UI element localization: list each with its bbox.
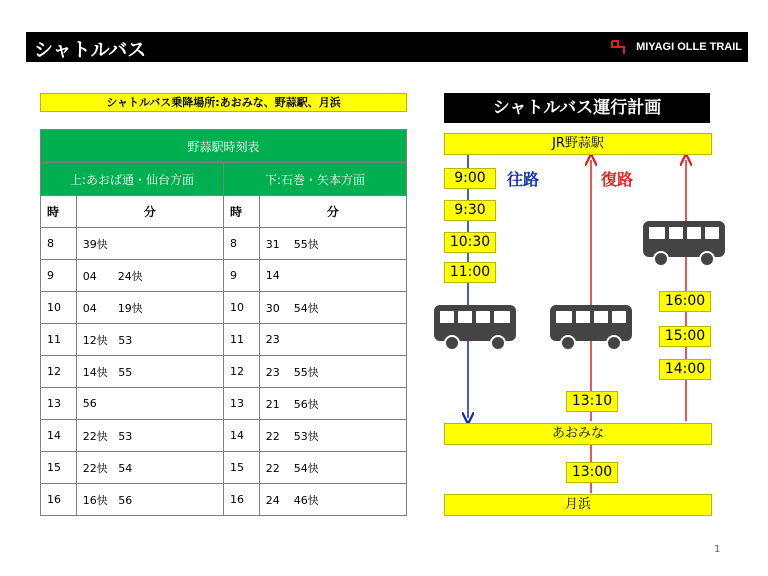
down-hour: 11 bbox=[223, 324, 259, 356]
up-hour: 13 bbox=[41, 388, 77, 420]
down-minutes: 21 56快 bbox=[259, 388, 406, 420]
up-minutes: 39快 bbox=[76, 228, 223, 260]
bus-icon bbox=[643, 221, 725, 266]
page-number: 1 bbox=[714, 544, 721, 555]
down-minutes: 24 46快 bbox=[259, 484, 406, 516]
up-hour: 16 bbox=[41, 484, 77, 516]
brand-name: MIYAGI OLLE TRAIL bbox=[636, 41, 742, 53]
station-nobiru: JR野蒜駅 bbox=[444, 133, 712, 155]
outbound-time: 9:30 bbox=[444, 200, 496, 221]
down-minutes: 22 53快 bbox=[259, 420, 406, 452]
outbound-time: 11:00 bbox=[444, 262, 496, 283]
station-aomina: あおみな bbox=[444, 423, 712, 445]
page-title: シャトルバス bbox=[34, 39, 147, 61]
up-minutes: 04 24快 bbox=[76, 260, 223, 292]
up-minutes: 14快 55 bbox=[76, 356, 223, 388]
up-hour: 15 bbox=[41, 452, 77, 484]
down-hour: 9 bbox=[223, 260, 259, 292]
up-hour: 11 bbox=[41, 324, 77, 356]
up-minute-header: 分 bbox=[76, 196, 223, 228]
down-minutes: 23 bbox=[259, 324, 406, 356]
return-time: 16:00 bbox=[659, 291, 711, 312]
return-label: 復路 bbox=[601, 170, 634, 189]
down-hour: 8 bbox=[223, 228, 259, 260]
outbound-time: 9:00 bbox=[444, 168, 496, 189]
down-minutes: 31 55快 bbox=[259, 228, 406, 260]
down-hour-header: 時 bbox=[223, 196, 259, 228]
up-direction: 上:あおば通・仙台方面 bbox=[41, 163, 224, 196]
up-minutes: 22快 54 bbox=[76, 452, 223, 484]
up-minutes: 04 19快 bbox=[76, 292, 223, 324]
up-minutes: 12快 53 bbox=[76, 324, 223, 356]
up-minutes: 16快 56 bbox=[76, 484, 223, 516]
down-hour: 10 bbox=[223, 292, 259, 324]
station-tsukihama: 月浜 bbox=[444, 494, 712, 516]
down-minutes: 23 55快 bbox=[259, 356, 406, 388]
tsukihama-time: 13:00 bbox=[566, 462, 618, 483]
plan-title: シャトルバス運行計画 bbox=[444, 93, 710, 123]
up-hour-header: 時 bbox=[41, 196, 77, 228]
down-direction: 下:石巻・矢本方面 bbox=[223, 163, 406, 196]
return-time: 14:00 bbox=[659, 359, 711, 380]
down-hour: 14 bbox=[223, 420, 259, 452]
down-minutes: 22 54快 bbox=[259, 452, 406, 484]
down-minutes: 14 bbox=[259, 260, 406, 292]
up-hour: 12 bbox=[41, 356, 77, 388]
up-hour: 8 bbox=[41, 228, 77, 260]
outbound-time: 10:30 bbox=[444, 232, 496, 253]
return-time: 15:00 bbox=[659, 326, 711, 347]
bus-icon bbox=[434, 305, 516, 350]
timetable-title: 野蒜駅時刻表 bbox=[41, 130, 407, 163]
up-hour: 10 bbox=[41, 292, 77, 324]
up-minutes: 56 bbox=[76, 388, 223, 420]
return-time-aomina: 13:10 bbox=[566, 391, 618, 412]
down-hour: 15 bbox=[223, 452, 259, 484]
down-minute-header: 分 bbox=[259, 196, 406, 228]
up-hour: 14 bbox=[41, 420, 77, 452]
down-minutes: 30 54快 bbox=[259, 292, 406, 324]
up-minutes: 22快 53 bbox=[76, 420, 223, 452]
outbound-label: 往路 bbox=[507, 170, 540, 189]
boarding-locations: シャトルバス乗降場所:あおみな、野蒜駅、月浜 bbox=[40, 93, 407, 112]
down-hour: 12 bbox=[223, 356, 259, 388]
down-hour: 16 bbox=[223, 484, 259, 516]
up-hour: 9 bbox=[41, 260, 77, 292]
down-hour: 13 bbox=[223, 388, 259, 420]
